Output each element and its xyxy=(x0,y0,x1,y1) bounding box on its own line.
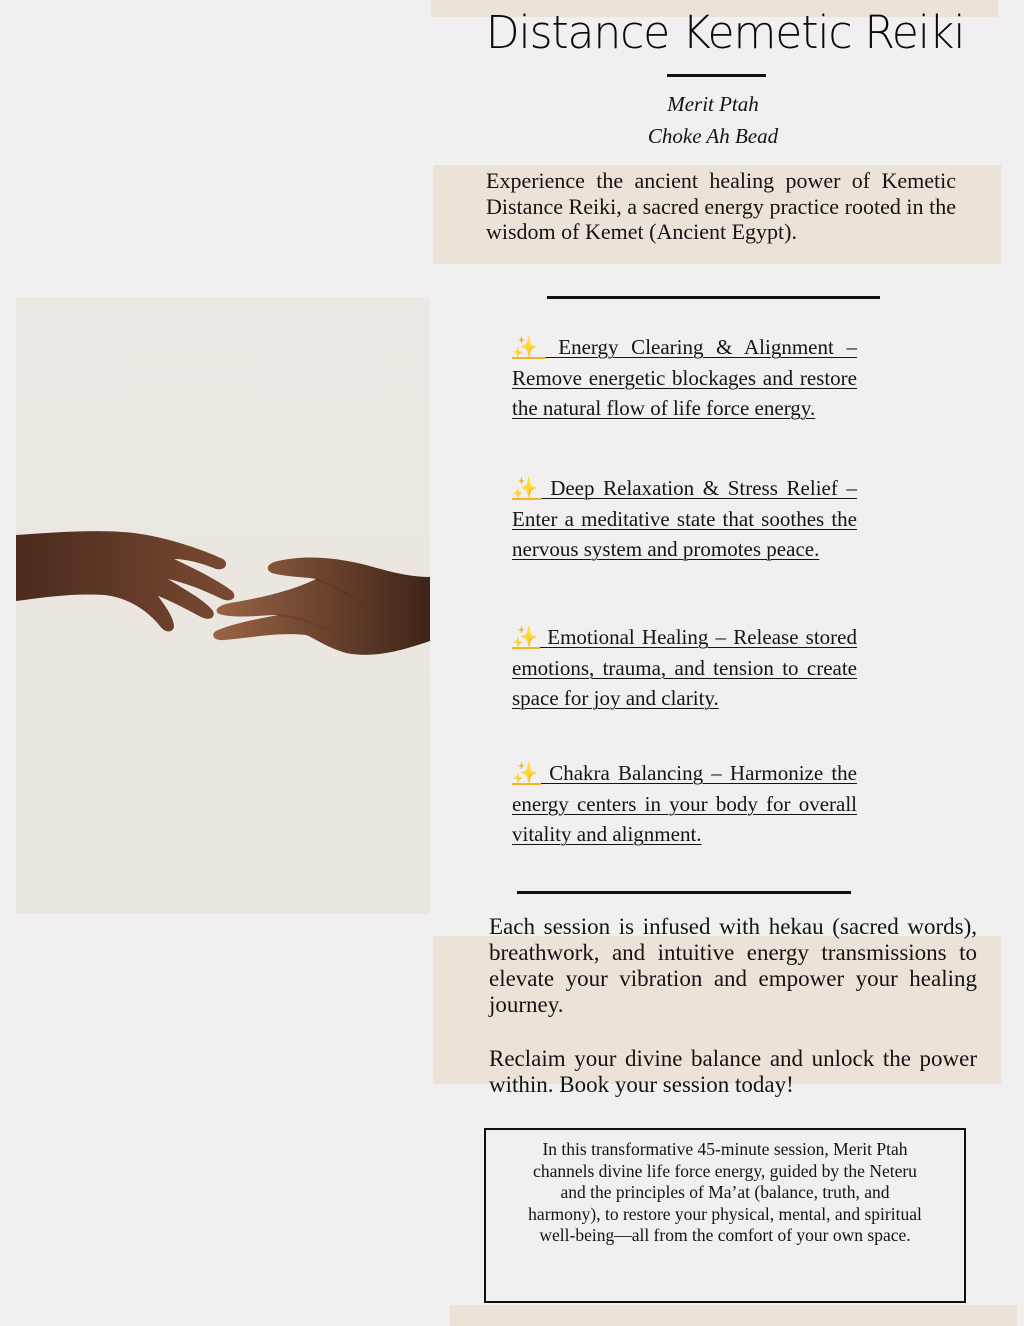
benefit-chakra-balancing xyxy=(512,758,857,850)
session-details-text: In this transformative 45-minute session, Merit Ptah channels divine life force energy, guided by the Neteru and the principles of Ma’at (balance, truth, and harmony), to restore your physical, mental, and spiritual well-being—all from the comfort of your own space. xyxy=(528,1139,922,1245)
benefit-text: Emotional Healing – Release stored emotions, trauma, and tension to create space for joy and clarity. xyxy=(512,625,857,710)
intro-paragraph: Experience the ancient healing power of Kemetic Distance Reiki, a sacred energy practice rooted in the wisdom of Kemet (Ancient Egypt). xyxy=(486,168,956,244)
sparkle-icon: ✨ xyxy=(512,335,546,359)
session-description: Each session is infused with hekau (sacred words), breathwork, and intuitive energy transmissions to elevate your vibration and empower your healing journey. xyxy=(489,914,977,1017)
sparkle-icon: ✨ xyxy=(512,625,541,649)
bottom-accent-band xyxy=(450,1305,1017,1326)
hands-illustration xyxy=(16,297,430,914)
sparkle-icon: ✨ xyxy=(512,476,542,500)
intro-divider xyxy=(547,296,880,299)
sparkle-icon: ✨ xyxy=(512,761,542,785)
benefit-deep-relaxation xyxy=(512,473,857,565)
benefit-text: Energy Clearing & Alignment – Remove energetic blockages and restore the natural flow of life force energy. xyxy=(512,335,857,420)
page-title: Distance Kemetic Reiki xyxy=(485,6,965,59)
title-divider xyxy=(667,74,766,77)
reaching-hands-photo xyxy=(16,297,430,914)
author-name: Merit Ptah xyxy=(667,92,759,116)
benefits-divider xyxy=(517,891,851,894)
author-pronunciation: Choke Ah Bead xyxy=(647,124,779,148)
benefit-emotional-healing xyxy=(512,622,857,714)
benefit-text: Deep Relaxation & Stress Relief – Enter a meditative state that soothes the nervous system and promotes peace. xyxy=(512,476,857,561)
benefit-energy-clearing xyxy=(512,332,857,424)
session-details-box xyxy=(484,1128,966,1303)
call-to-action: Reclaim your divine balance and unlock the power within. Book your session today! xyxy=(489,1046,977,1097)
benefit-text: Chakra Balancing – Harmonize the energy centers in your body for overall vitality and alignment. xyxy=(512,761,858,846)
